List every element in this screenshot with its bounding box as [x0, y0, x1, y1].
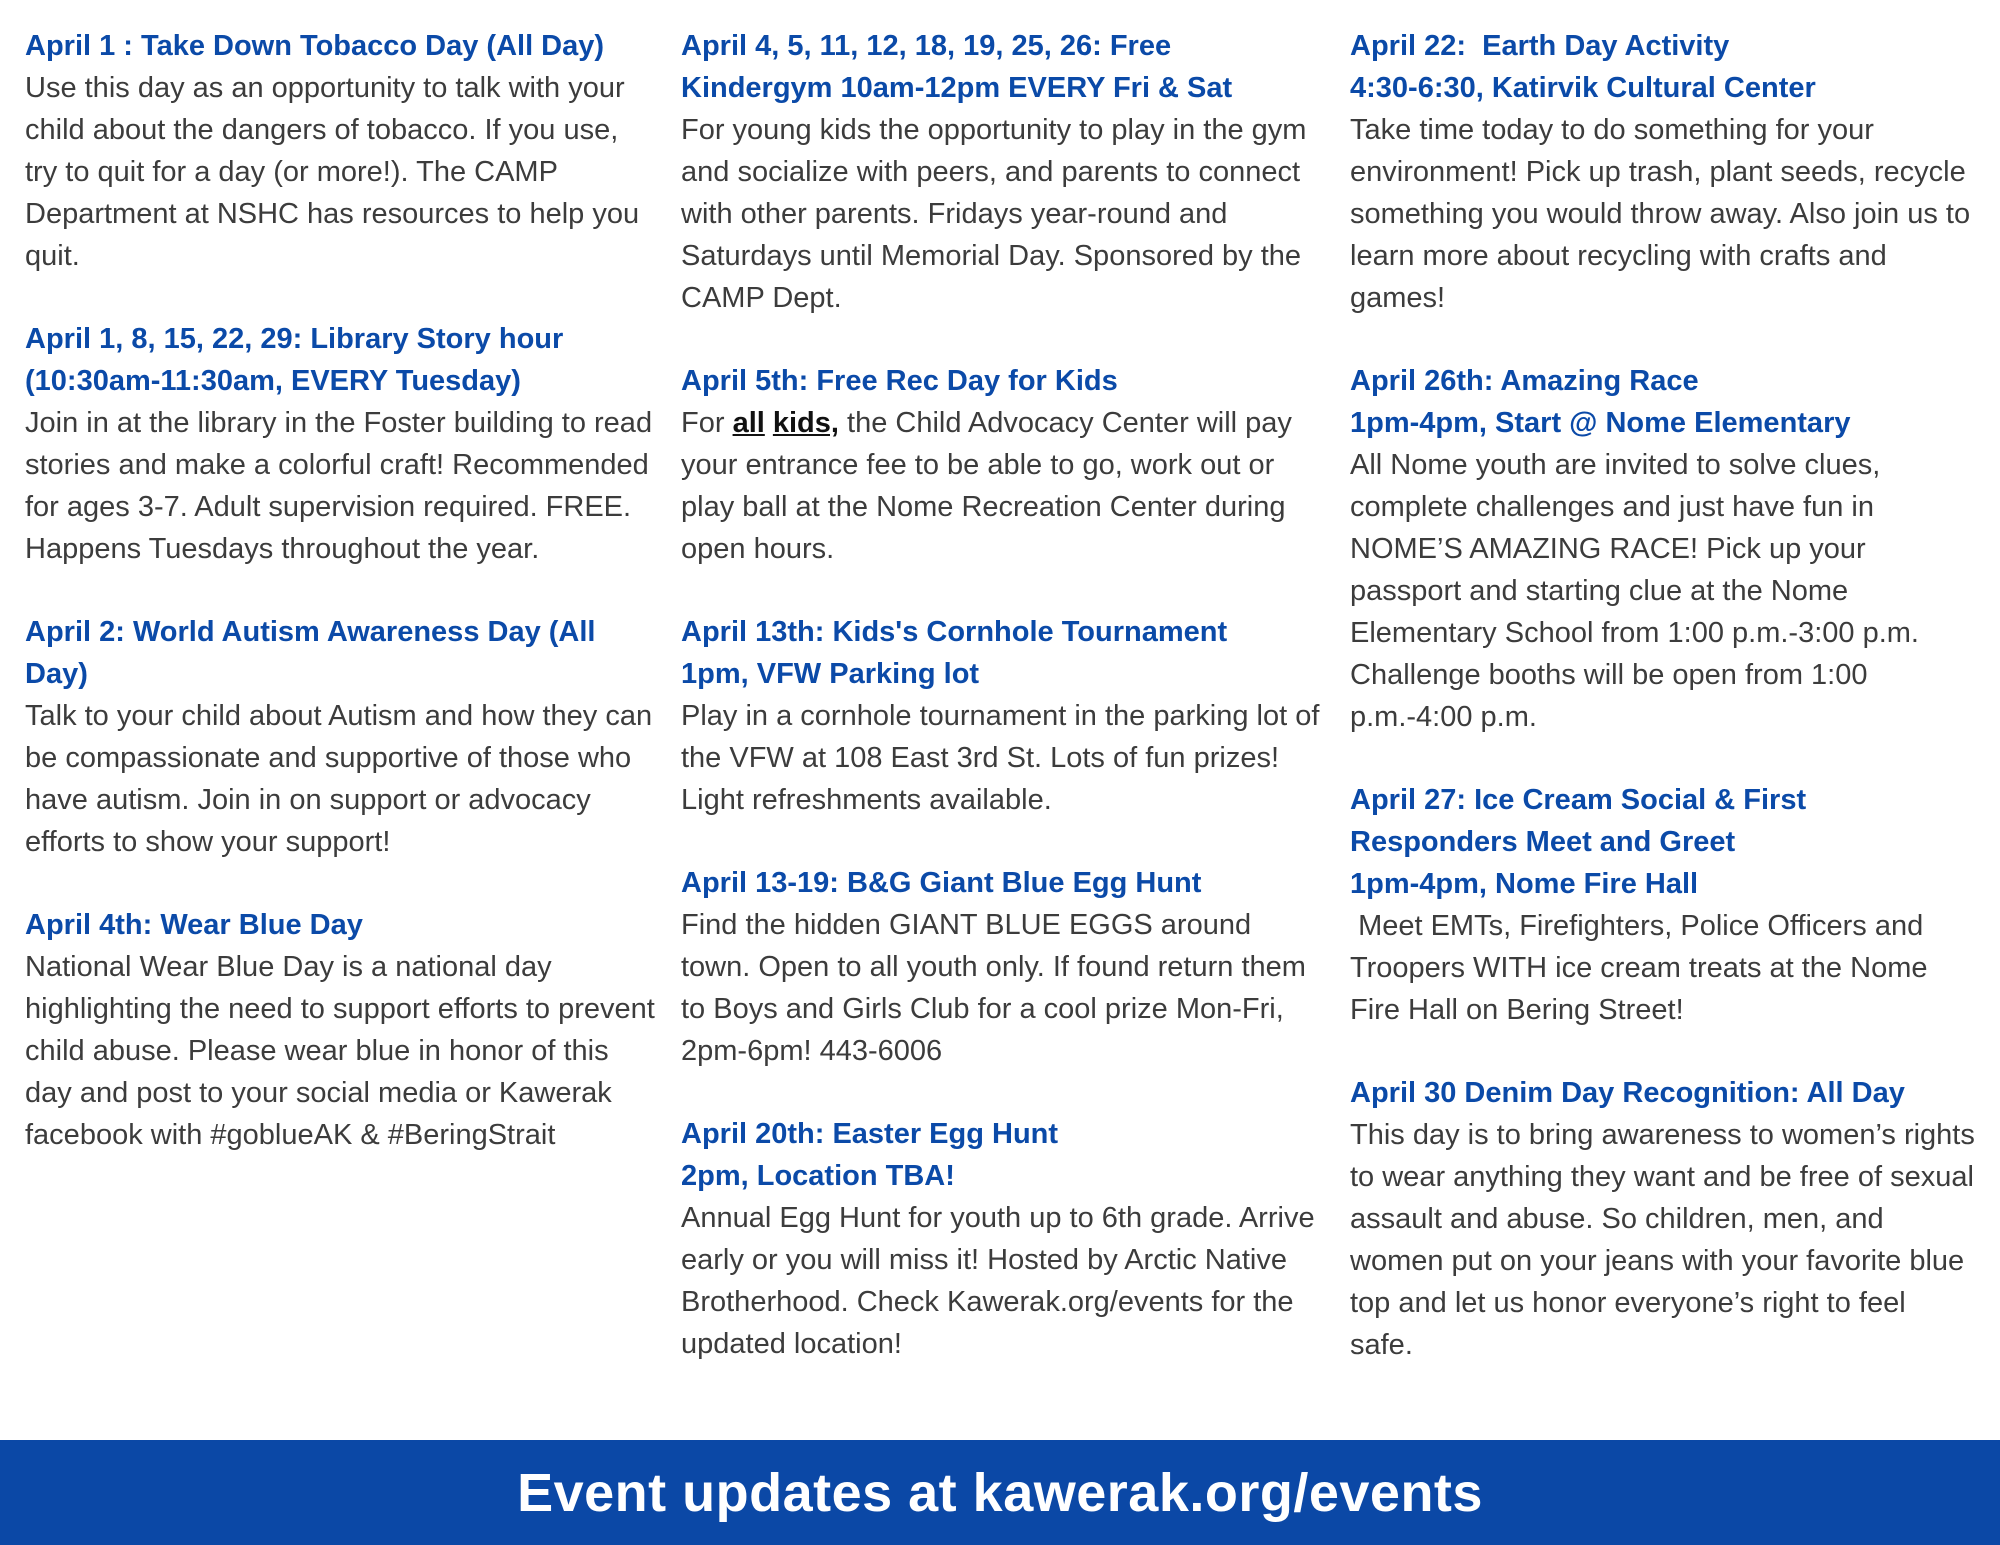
- event-tobacco-day: [25, 25, 655, 277]
- event-title: April 20th: Easter Egg Hunt 2pm, Location TBA!: [681, 1118, 1059, 1192]
- footer-text: Event updates at kawerak.org/events: [517, 1462, 1483, 1523]
- event-autism-awareness: [25, 611, 661, 863]
- event-wear-blue-day: [25, 904, 663, 1156]
- event-description: National Wear Blue Day is a national day highlighting the need to support efforts to prevent child abuse. Please wear blue in honor of this day and post to your social media or Kawerak facebook with #goblueAK & #BeringStrait: [25, 951, 663, 1151]
- emphasis-all: all: [732, 407, 765, 439]
- event-kindergym: [681, 25, 1321, 319]
- event-description: Take time today to do something for your environment! Pick up trash, plant seeds, recycle something you would throw away. Also join us to learn more about recycling with crafts and games!: [1350, 114, 1979, 314]
- emphasis-kids: kids,: [772, 407, 839, 439]
- event-amazing-race: [1350, 360, 1975, 738]
- footer-banner: [0, 1440, 2000, 1545]
- column-3: [1350, 25, 1983, 1407]
- column-1: [25, 25, 663, 1197]
- event-title: April 13-19: B&G Giant Blue Egg Hunt: [681, 867, 1202, 899]
- description-space: [765, 407, 773, 439]
- event-title: April 1, 8, 15, 22, 29: Library Story hour (10:30am-11:30am, EVERY Tuesday): [25, 323, 572, 397]
- event-blue-egg-hunt: [681, 862, 1321, 1072]
- event-title: April 13th: Kids's Cornhole Tournament 1pm, VFW Parking lot: [681, 616, 1228, 690]
- event-description: Use this day as an opportunity to talk with your child about the dangers of tobacco. If you use, try to quit for a day (or more!). The CAMP Department at NSHC has resources to help you quit.: [25, 72, 648, 272]
- event-description: Annual Egg Hunt for youth up to 6th grade. Arrive early or you will miss it! Hosted by Arctic Native Brotherhood. Check Kawerak.org/events for the updated location!: [681, 1202, 1323, 1360]
- description-rest: the Child Advocacy Center will pay your entrance fee to be able to go, work out or play ball at the Nome Recreation Center during open hours.: [681, 407, 1300, 565]
- event-free-rec-day: [681, 360, 1321, 570]
- event-description: [681, 402, 1321, 570]
- event-description: Join in at the library in the Foster building to read stories and make a colorful craft! Recommended for ages 3-7. Adult supervision required. FREE. Happens Tuesdays throughout the year.: [25, 407, 661, 565]
- event-title: April 30 Denim Day Recognition: All Day: [1350, 1077, 1905, 1109]
- event-description: Find the hidden GIANT BLUE EGGS around town. Open to all youth only. If found return them to Boys and Girls Club for a cool prize Mon-Fri, 2pm-6pm! 443-6006: [681, 909, 1314, 1067]
- event-library-story-hour: [25, 318, 661, 570]
- event-denim-day: [1350, 1072, 1983, 1366]
- event-title: April 4th: Wear Blue Day: [25, 909, 363, 941]
- event-title: April 27: Ice Cream Social & First Responders Meet and Greet 1pm-4pm, Nome Fire Hall: [1350, 784, 1807, 900]
- event-description: For young kids the opportunity to play in the gym and socialize with peers, and parents to connect with other parents. Fridays year-round and Saturdays until Memorial Day. Sponsored by the CAMP Dept.: [681, 114, 1315, 314]
- event-description: Talk to your child about Autism and how they can be compassionate and supportive of those who have autism. Join in on support or advocacy efforts to show your support!: [25, 700, 661, 858]
- event-ice-cream-social: [1350, 779, 1975, 1031]
- event-easter-egg-hunt: [681, 1113, 1321, 1365]
- event-earth-day: [1350, 25, 1979, 319]
- event-cornhole-tournament: [681, 611, 1328, 821]
- event-description: Play in a cornhole tournament in the parking lot of the VFW at 108 East 3rd St. Lots of fun prizes! Light refreshments available.: [681, 700, 1328, 816]
- event-description: This day is to bring awareness to women’s rights to wear anything they want and be free of sexual assault and abuse. So children, men, and women put on your jeans with your favorite blue top and let us honor everyone’s right to feel safe.: [1350, 1119, 1983, 1361]
- event-description: Meet EMTs, Firefighters, Police Officers and Troopers WITH ice cream treats at the Nome Fire Hall on Bering Street!: [1350, 910, 1936, 1026]
- description-prefix: For: [681, 407, 733, 439]
- event-title: April 26th: Amazing Race 1pm-4pm, Start @ Nome Elementary: [1350, 365, 1851, 439]
- event-title: April 22: Earth Day Activity 4:30-6:30, Katirvik Cultural Center: [1350, 30, 1816, 104]
- event-title: April 2: World Autism Awareness Day (All Day): [25, 616, 604, 690]
- event-title: April 4, 5, 11, 12, 18, 19, 25, 26: Free Kindergym 10am-12pm EVERY Fri & Sat: [681, 30, 1233, 104]
- event-title: April 1 : Take Down Tobacco Day (All Day): [25, 30, 605, 62]
- column-2: [681, 25, 1328, 1406]
- event-description: All Nome youth are invited to solve clues, complete challenges and just have fun in NOME’S AMAZING RACE! Pick up your passport and starting clue at the Nome Elementary School from 1:00 p.m.-3:00 p.m. Challenge booths will be open from 1:00 p.m.-4:00 p.m.: [1350, 449, 1928, 733]
- event-title: April 5th: Free Rec Day for Kids: [681, 365, 1118, 397]
